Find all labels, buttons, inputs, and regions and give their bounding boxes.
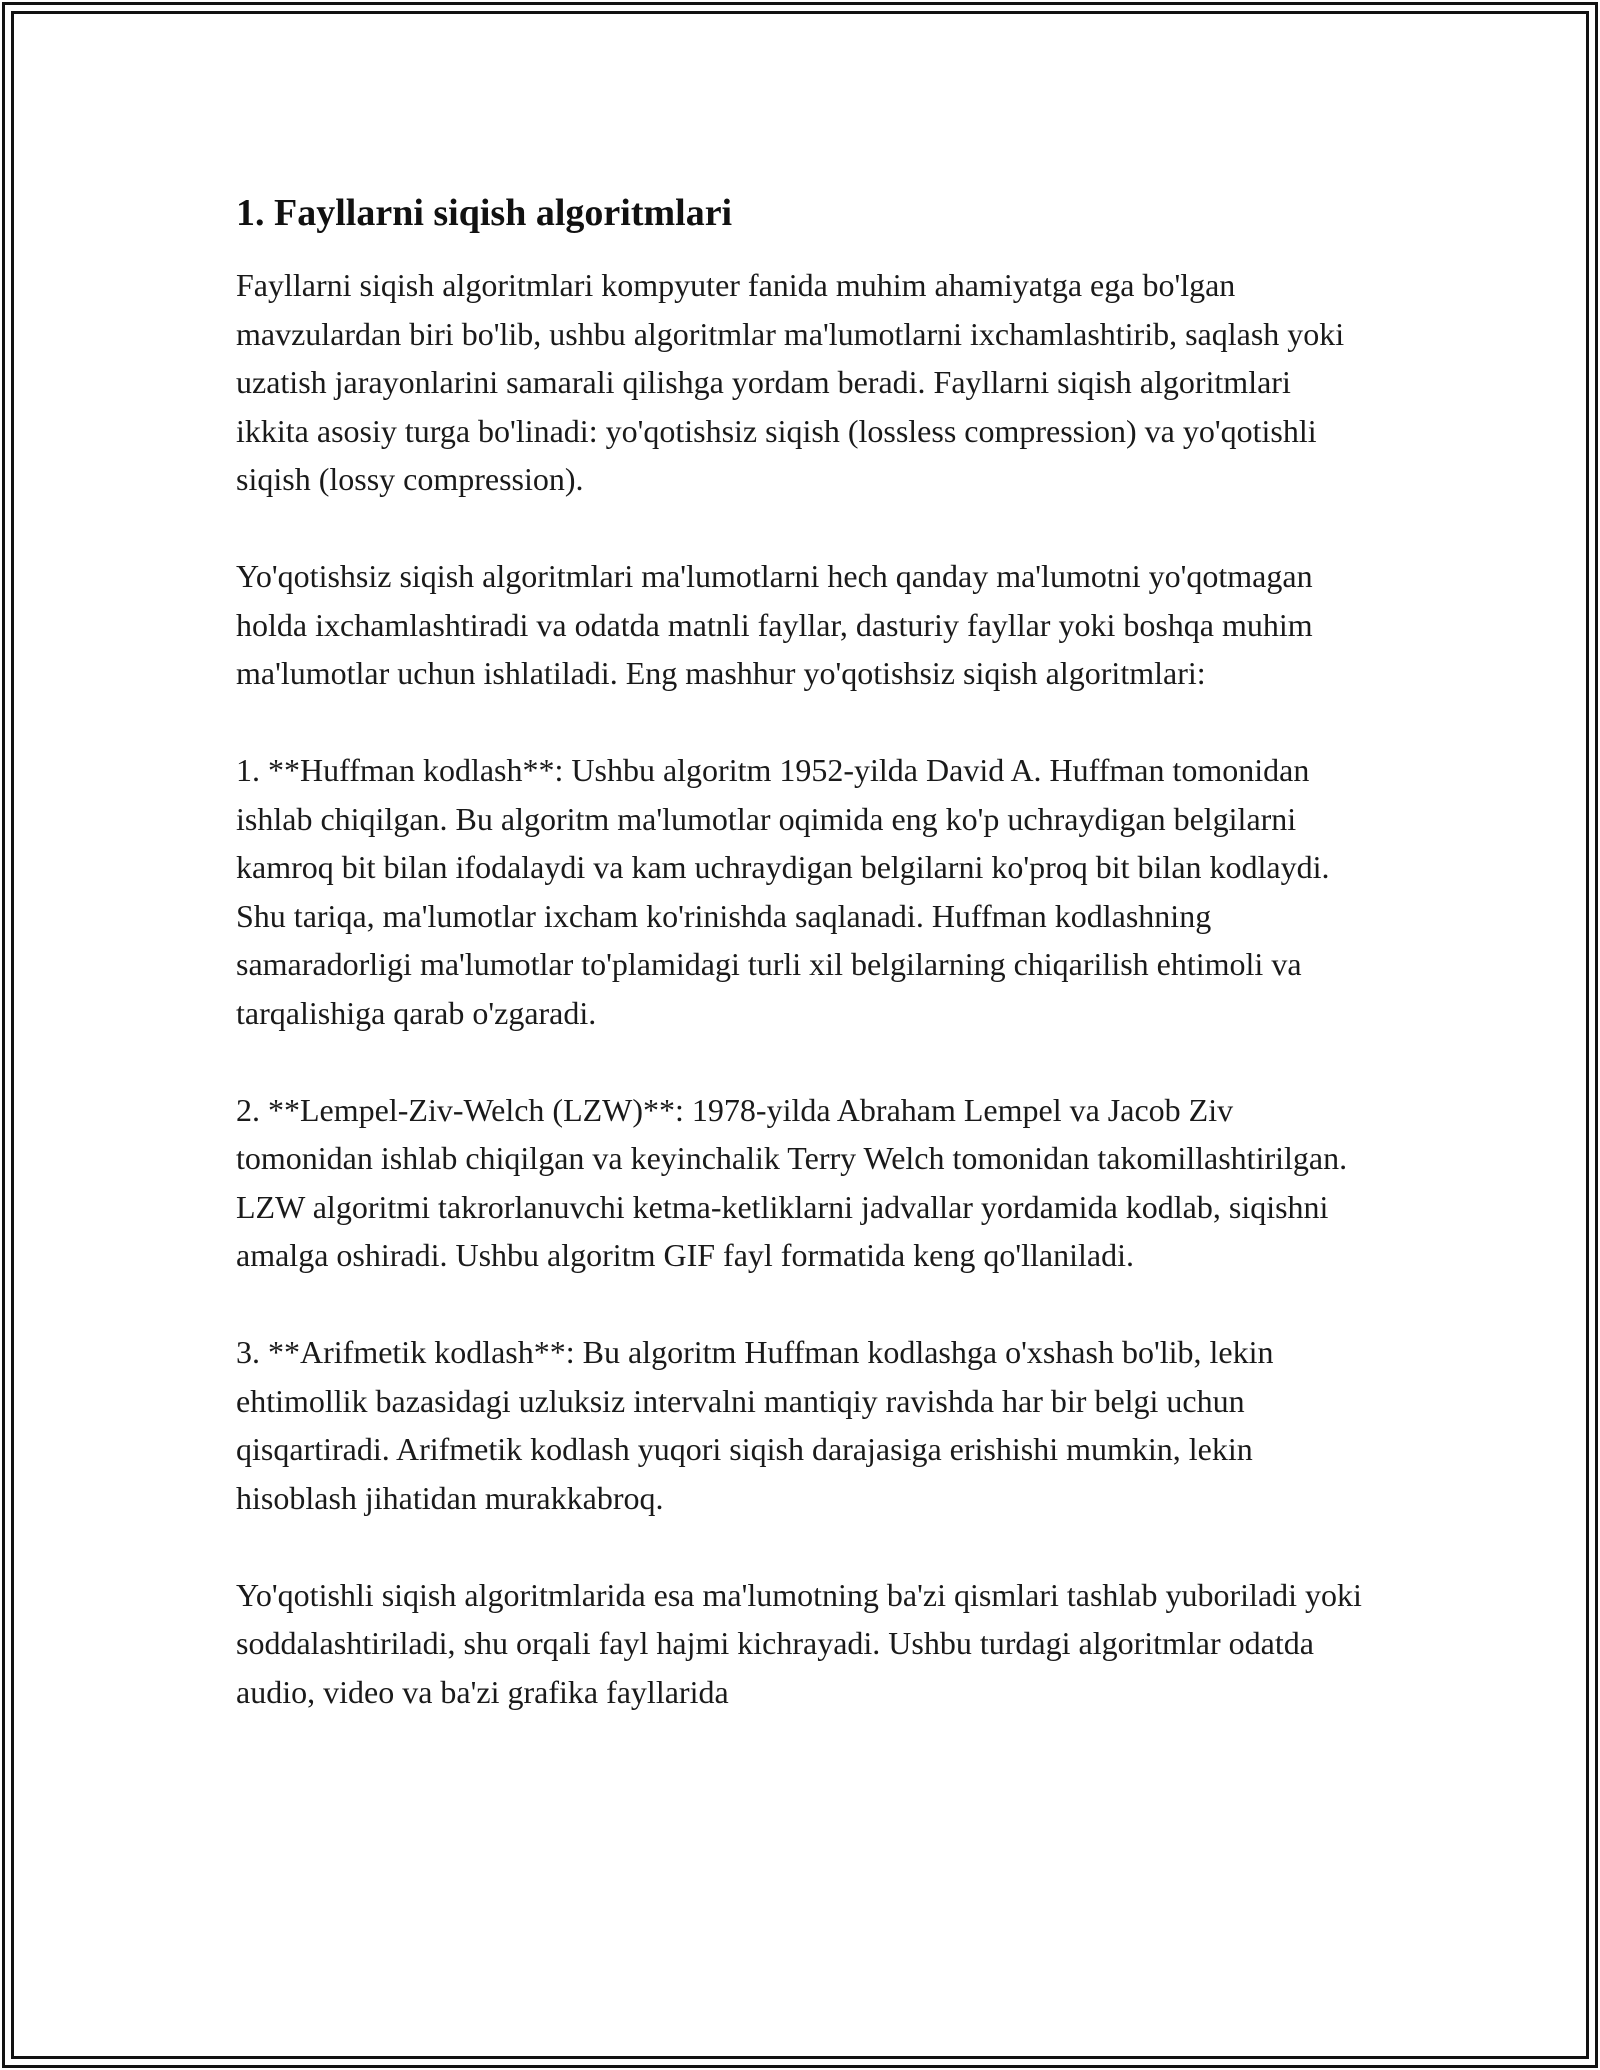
paragraph-huffman: 1. **Huffman kodlash**: Ushbu algoritm 1952-yilda David A. Huffman tomonidan ishlab chiqilgan. Bu algoritm ma'lumotlar oqimida eng ko'p uchraydigan belgilarni kamroq bit bilan ifodalaydi va kam uchraydigan belgilarni ko'proq bit bilan kodlaydi. Shu tariqa, ma'lumotlar ixcham ko'rinishda saqlanadi. Huffman kodlashning samaradorligi ma'lumotlar to'plamidagi turli xil belgilarning chiqarilish ehtimoli va tarqalishiga qarab o'zgaradi. [236, 752, 1330, 1031]
paragraph-lzw: 2. **Lempel-Ziv-Welch (LZW)**: 1978-yilda Abraham Lempel va Jacob Ziv tomonidan ishlab chiqilgan va keyinchalik Terry Welch tomonidan takomillashtirilgan. LZW algoritmi takrorlanuvchi ketma-ketliklarni jadvallar yordamida kodlab, siqishni amalga oshiradi. Ushbu algoritm GIF fayl formatida keng qo'llaniladi. [236, 1091, 1348, 1273]
paragraph-intro: Fayllarni siqish algoritmlari kompyuter fanida muhim ahamiyatga ega bo'lgan mavzulardan biri bo'lib, ushbu algoritmlar ma'lumotlarni ixchamlashtirib, saqlash yoki uzatish jarayonlarini samarali qilishga yordam beradi. Fayllarni siqish algoritmlari ikkita asosiy turga bo'linadi: yo'qotishsiz siqish (lossless compression) va yo'qotishli siqish (lossy compression). [236, 267, 1345, 497]
paragraph-lossy: Yo'qotishli siqish algoritmlarida esa ma'lumotning ba'zi qismlari tashlab yuboriladi yoki soddalashtiriladi, shu orqali fayl hajmi kichrayadi. Ushbu turdagi algoritmlar odatda audio, video va ba'zi grafika fayllarida [236, 1576, 1362, 1710]
section-heading: 1. Fayllarni siqish algoritmlari [236, 192, 733, 234]
paragraph-lossless: Yo'qotishsiz siqish algoritmlari ma'lumotlarni hech qanday ma'lumotni yo'qotmagan holda ixchamlashtiradi va odatda matnli fayllar, dasturiy fayllar yoki boshqa muhim ma'lumotlar uchun ishlatiladi. Eng mashhur yo'qotishsiz siqish algoritmlari: [236, 558, 1313, 691]
document-body [236, 187, 1366, 1716]
paragraph-arithmetic: 3. **Arifmetik kodlash**: Bu algoritm Huffman kodlashga o'xshash bo'lib, lekin ehtimollik bazasidagi uzluksiz intervalni mantiqiy ravishda har bir belgi uchun qisqartiradi. Arifmetik kodlash yuqori siqish darajasiga erishishi mumkin, lekin hisoblash jihatidan murakkabroq. [236, 1334, 1274, 1516]
